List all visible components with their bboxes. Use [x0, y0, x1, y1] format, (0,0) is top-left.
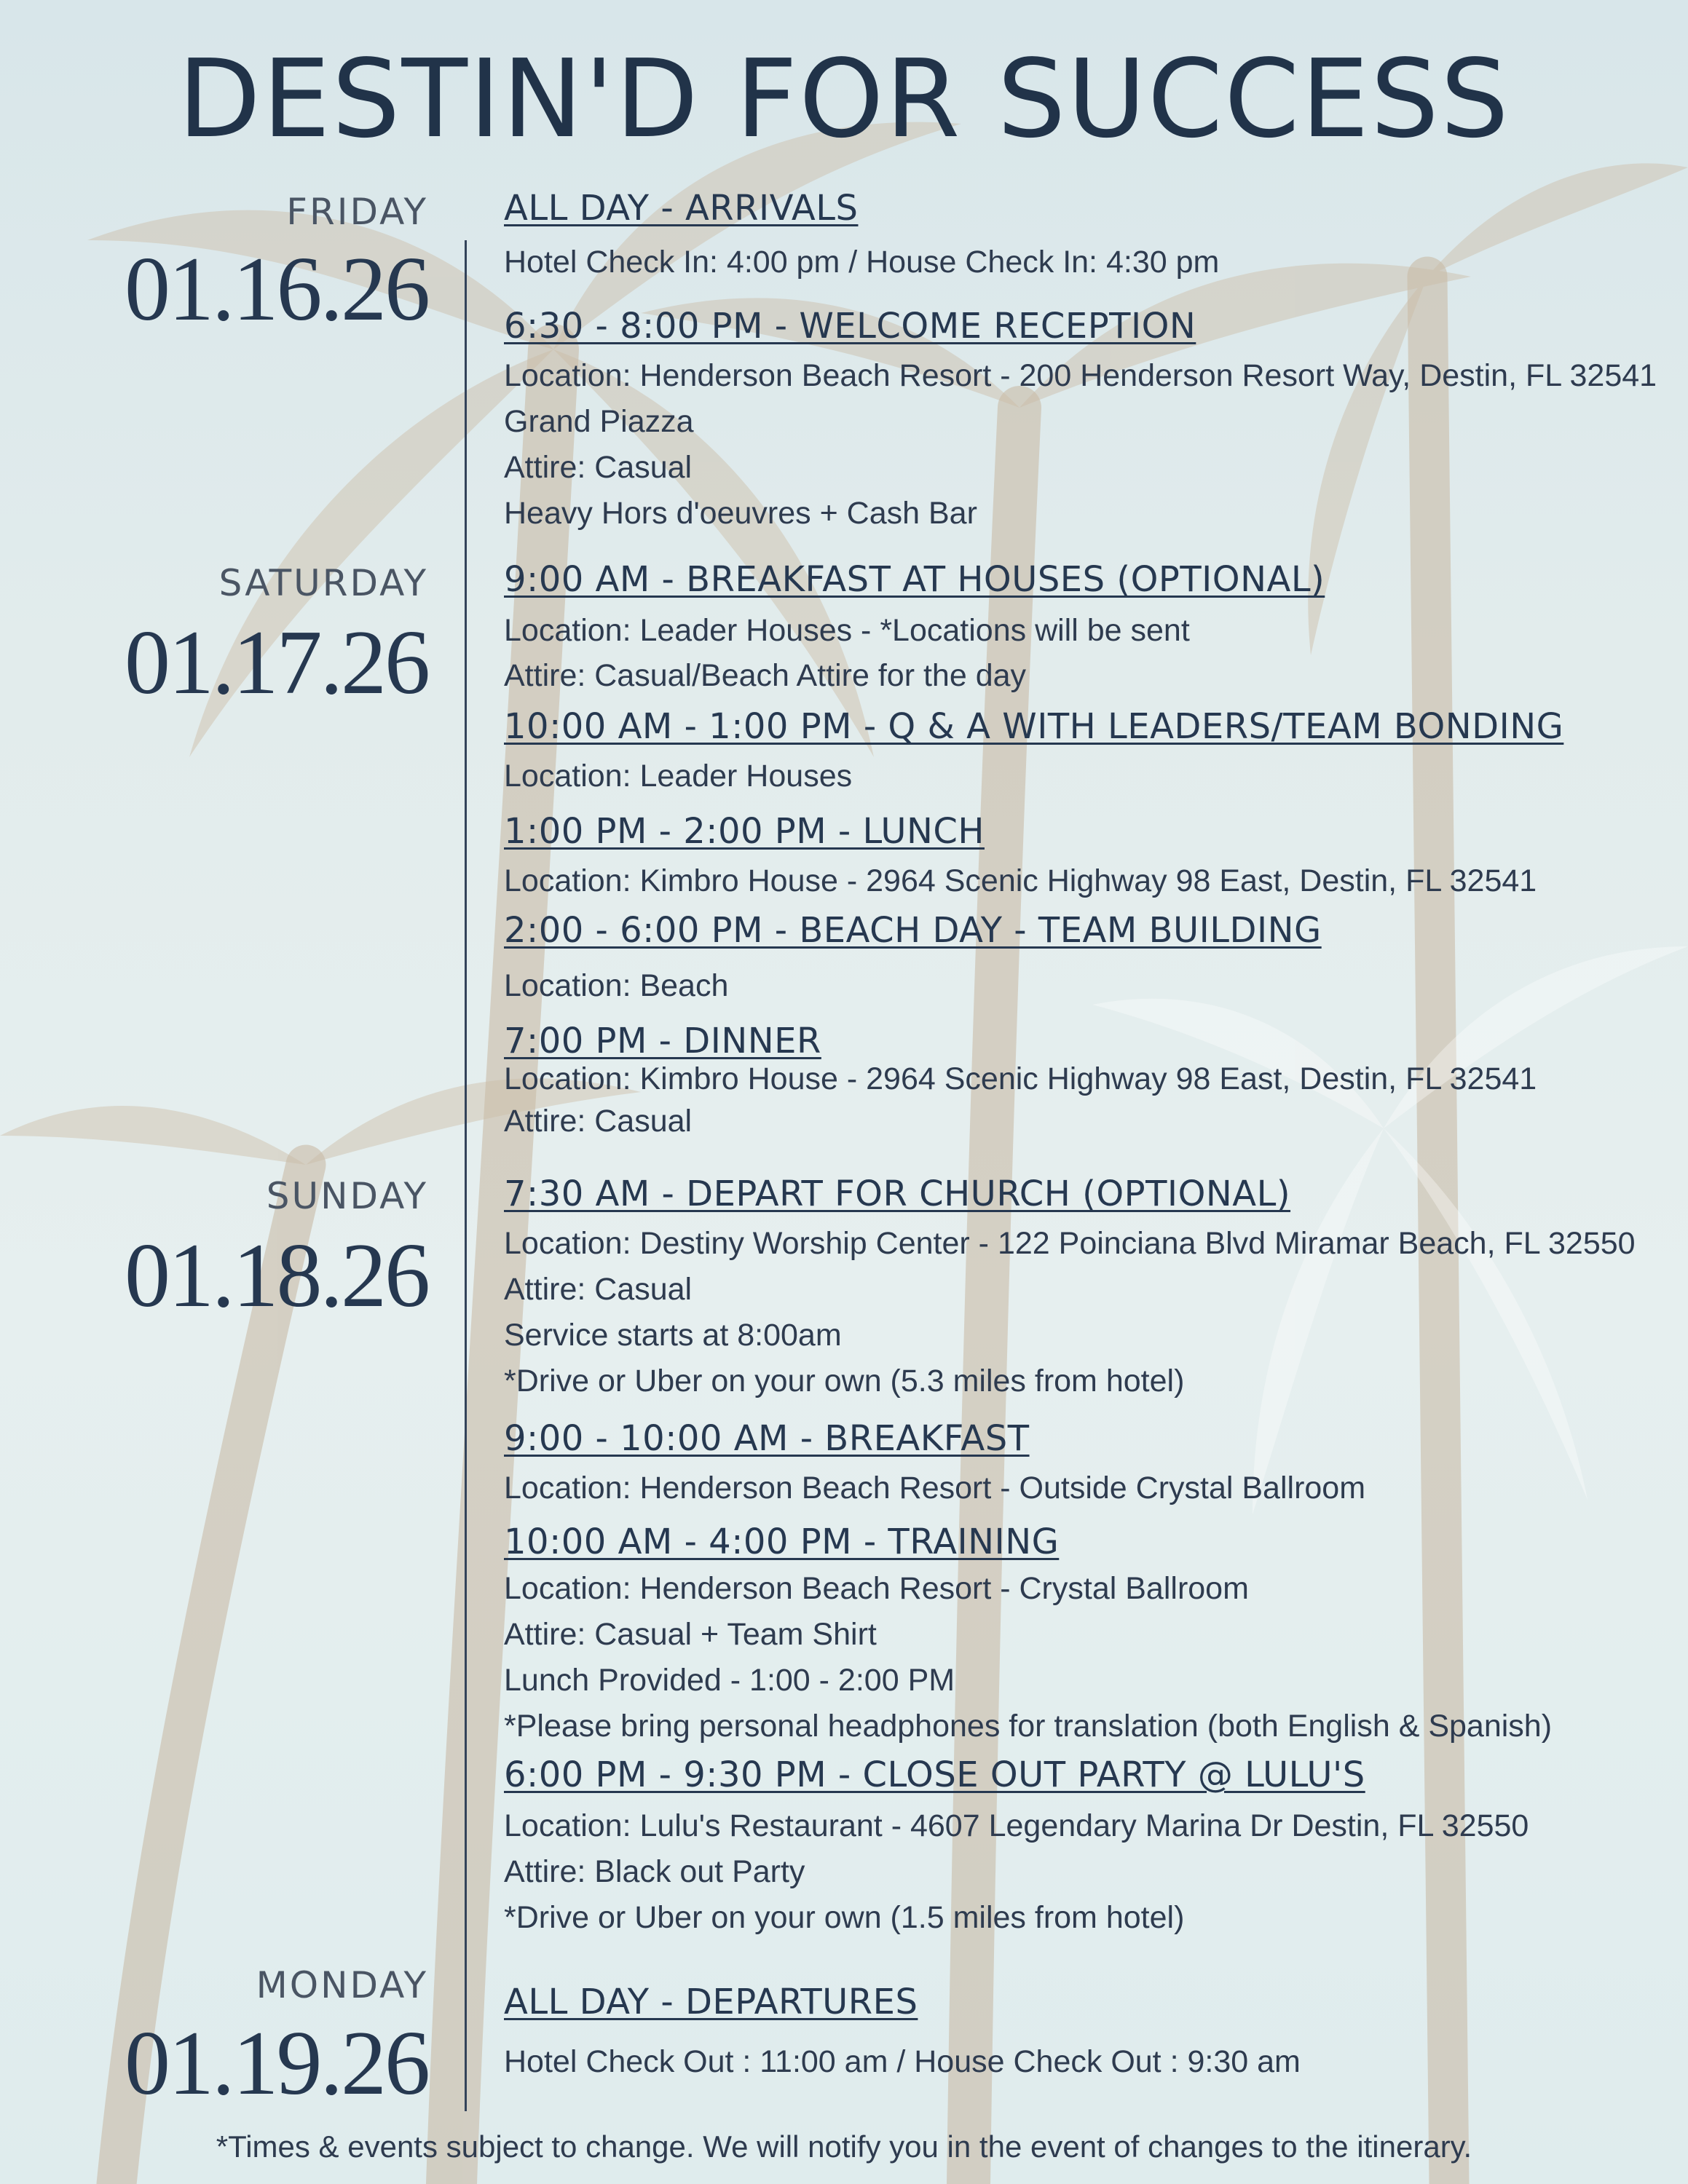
day-date-friday: 01.16.26: [125, 239, 428, 340]
event-heading: 7:30 AM - DEPART FOR CHURCH (OPTIONAL): [504, 1174, 1291, 1214]
event-detail: Service starts at 8:00am: [504, 1318, 842, 1353]
event-detail: Location: Henderson Beach Resort - 200 Henderson Resort Way, Destin, FL 32541: [504, 358, 1657, 393]
event-heading: 6:30 - 8:00 PM - WELCOME RECEPTION: [504, 306, 1196, 347]
day-date-saturday: 01.17.26: [125, 612, 428, 713]
event-detail: Location: Henderson Beach Resort - Outside Crystal Ballroom: [504, 1471, 1366, 1506]
event-detail: Location: Leader Houses - *Locations will be sent: [504, 613, 1190, 648]
event-detail: Location: Beach: [504, 968, 729, 1003]
event-detail: Attire: Casual: [504, 450, 693, 485]
day-label-sunday: SUNDAY: [266, 1175, 428, 1217]
event-detail: Hotel Check Out : 11:00 am / House Check Out : 9:30 am: [504, 2044, 1301, 2079]
event-heading: 10:00 AM - 1:00 PM - Q & A WITH LEADERS/TEAM BONDING: [504, 706, 1564, 747]
timeline-divider: [465, 240, 467, 2111]
event-detail: Grand Piazza: [504, 404, 694, 439]
event-heading: ALL DAY - ARRIVALS: [504, 188, 859, 229]
event-detail: Location: Henderson Beach Resort - Crystal Ballroom: [504, 1571, 1249, 1606]
event-detail: Hotel Check In: 4:00 pm / House Check In: 4:30 pm: [504, 245, 1220, 280]
event-heading: 9:00 - 10:00 AM - BREAKFAST: [504, 1418, 1030, 1459]
event-detail: Location: Lulu's Restaurant - 4607 Legendary Marina Dr Destin, FL 32550: [504, 1808, 1529, 1843]
event-detail: Heavy Hors d'oeuvres + Cash Bar: [504, 496, 977, 531]
event-heading: 6:00 PM - 9:30 PM - CLOSE OUT PARTY @ LULU'S: [504, 1754, 1365, 1795]
event-detail: Lunch Provided - 1:00 - 2:00 PM: [504, 1663, 955, 1698]
event-heading: 1:00 PM - 2:00 PM - LUNCH: [504, 811, 985, 852]
event-detail: Attire: Black out Party: [504, 1854, 805, 1889]
event-detail: Attire: Casual/Beach Attire for the day: [504, 658, 1027, 693]
event-heading: 10:00 AM - 4:00 PM - TRAINING: [504, 1522, 1060, 1562]
event-detail: *Please bring personal headphones for translation (both English & Spanish): [504, 1709, 1553, 1744]
event-detail: Attire: Casual: [504, 1104, 693, 1139]
day-label-friday: FRIDAY: [286, 191, 428, 233]
event-detail: *Drive or Uber on your own (1.5 miles from hotel): [504, 1900, 1185, 1935]
event-detail: Location: Destiny Worship Center - 122 Poinciana Blvd Miramar Beach, FL 32550: [504, 1226, 1636, 1261]
event-detail: *Drive or Uber on your own (5.3 miles from hotel): [504, 1364, 1185, 1398]
day-date-sunday: 01.18.26: [125, 1225, 428, 1326]
event-detail: Location: Kimbro House - 2964 Scenic Highway 98 East, Destin, FL 32541: [504, 863, 1537, 898]
day-label-monday: MONDAY: [256, 1964, 428, 2006]
event-heading: ALL DAY - DEPARTURES: [504, 1982, 918, 2022]
event-detail: Attire: Casual: [504, 1272, 693, 1307]
day-label-saturday: SATURDAY: [218, 562, 428, 604]
event-detail: Location: Leader Houses: [504, 759, 853, 794]
event-detail: Attire: Casual + Team Shirt: [504, 1617, 877, 1652]
footnote: *Times & events subject to change. We will notify you in the event of changes to the itinerary.: [216, 2129, 1472, 2164]
event-detail: Location: Kimbro House - 2964 Scenic Highway 98 East, Destin, FL 32541: [504, 1061, 1537, 1096]
event-heading: 7:00 PM - DINNER: [504, 1021, 821, 1061]
page-title: DESTIN'D FOR SUCCESS: [178, 36, 1510, 162]
event-heading: 2:00 - 6:00 PM - BEACH DAY - TEAM BUILDING: [504, 910, 1322, 951]
day-date-monday: 01.19.26: [125, 2013, 428, 2114]
event-heading: 9:00 AM - BREAKFAST AT HOUSES (OPTIONAL): [504, 559, 1325, 600]
